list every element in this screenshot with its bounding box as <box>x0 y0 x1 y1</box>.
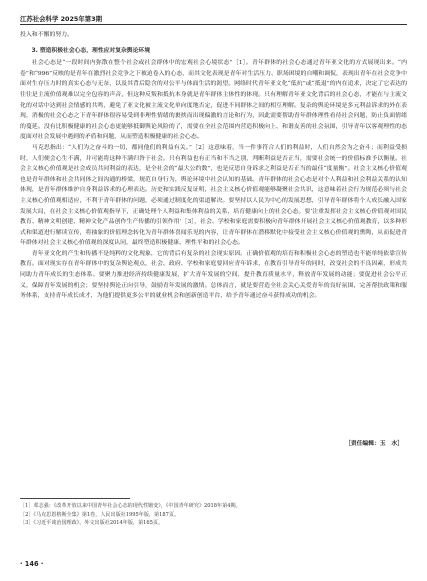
body-paragraph: 马克思指出：“人们为之奋斗的一切，都同他们的利益有关。”［2］这意味着，当一件事符合人们的利益时，人们自然会为之奋斗；而利益受损时，人们便会心生不满，并可能将这种不满归咎于社会。只有利益也有正当和不当之别，判断利益是否正当，需要社会统一的价值标准予以衡量。社会主义核心价值观是社会成员共同利益的表达，是全社会的“最大公约数”，也是反思自身诉求之利益是否正当的最佳“度量衡”。社会主义核心价值观也是青年群体和社会共同体之间沟通的桥梁，规范自身行为，舆论环境中社会认知的基础。青年群体的社会心态是对个人利益和社会利益关系的认知体现，是青年群体维护自身利益诉求的心理表达。历史和实践反复证明，社会主义核心价值观能够凝聚社会共识，这意味着社会行为规范必须与社会主义核心价值观相适应，不利于青年群体的问题，必须通过制度化的渠道解决。要坚持以人民为中心的发展思想，引导青年群体将个人成长融入国家发展大局，在社会主义核心价值观指导下，正确处理个人利益和集体利益的关系，培育健康向上的社会心态。要‘注重发挥社会主义核心价值观对国民教育、精神文明创建、精神文化产品创作生产传播的引领作用’［3］，社会、学校和家庭需要积极向青年群体开展社会主义核心价值观教育，以多种形式和渠道进行解读宣传，将抽象的价值理念转化为青年群体喜闻乐见的内容，让青年群体在潜移默化中接受社会主义核心价值观的熏陶，从而促进青年群体对社会主义核心价值观的深度认同，最终塑造积极健康、理性平和的社会心态。 <box>20 144 407 247</box>
body-paragraph: 社会心态是“一段时间内弥散在整个社会或社会群体中的宏观社会心境状态”［1］。青年群体的社会心态通过青年亚文化的方式展现出来。“内卷”和“996”反映的是青年在激烈社会竞争之下被迫卷入的心态，而其文化表现是青年对生活压力、职场困境的自嘲和调侃，表现出青年在社会竞争中面对生存压力时的真实心态与无奈，以及其背后隐含的对公平与体面生活的渴望。网络时代青年亚文化“低抗”或“抵退”的内在追求，决定了它表达的往往是主流价值观难以完全包容的声音，但这种反叛和抵抗本身就是青年群体主体性的体现。只有理解青年亚文化背后的社会心态，才能在与主流文化的对话中达到社会情感的共鸣，避免了亚文化被主流文化单向度地否定，促进不同群体之间的相互理解。复杂的舆论环境是多元利益诉求的外在表现，消极的社会心态之下青年群体很容易受到非理性情绪的裹挟而出现偏激的言论和行为，因此需要帮助青年群体理性看待社会问题，防止负面情绪的蔓延。没有比积极健康的社会心态更能够抵御舆论风险的了，需要在全社会范围内营造积极向上、和谐友善的社会氛围，引导青年以客观理性的态度面对社会发展中遇到的矛盾和问题，从而塑造积极健康的社会心态。 <box>20 60 407 141</box>
page-number: · 146 · <box>20 560 44 568</box>
footnote-divider <box>20 498 130 499</box>
footnote: ［2］《马克思恩格斯全集》第1卷，人民出版社1995年版，第187页。 <box>20 511 180 518</box>
header-divider <box>20 24 407 25</box>
editor-line <box>20 438 407 452</box>
responsible-editor: ［责任编辑：玉 水］ <box>345 441 403 447</box>
footnote: ［3］《习近平谈治国理政》，外文出版社2014年版，第165页。 <box>20 520 164 527</box>
section-heading: 3. 塑造积极社会心态，理性应对复杂舆论环境 <box>31 47 150 54</box>
footnotes <box>20 502 407 528</box>
article-body <box>20 30 407 302</box>
body-paragraph: 青年亚文化的产生和传播不是纯粹的文化现象，它的背后有复杂的社会现实原因。正确价值观的培育和积极社会心态的塑造也不能单纯依靠宣传教育。面对现实存在青年群体中的复杂舆论观点，社会、政府、学校和家庭要回应青年诉求，在教育引导青年的同时，改变社会的不良因素，形成共同助力青年成长的生态体系。要聚力推进经济持续健康发展，扩大青年发展的空间，提升教育质量水平，释放青年发展的动能；要促进社会公平正义，保障青年发展的机会；要坚持舆论正向引导，鼓励青年发展的激情。总体而言，就是要营造全社会关心关爱青年的良好氛围，完善帮扶政策和服务体系，支持青年成长成才，为他们提供更多公平的就业机会和创新创造平台，给予青年通过奋斗获得成功的机会。 <box>20 250 407 300</box>
footnote: ［1］邓志强：《改革开放以来中国青年社会心态的现代性嬗变》，《中国青年研究》2018年第4期。 <box>20 503 241 509</box>
running-header: 江苏社会科学 2025年第3期 <box>20 15 102 23</box>
opening-line: 投入和不懈的努力。 <box>20 32 74 38</box>
